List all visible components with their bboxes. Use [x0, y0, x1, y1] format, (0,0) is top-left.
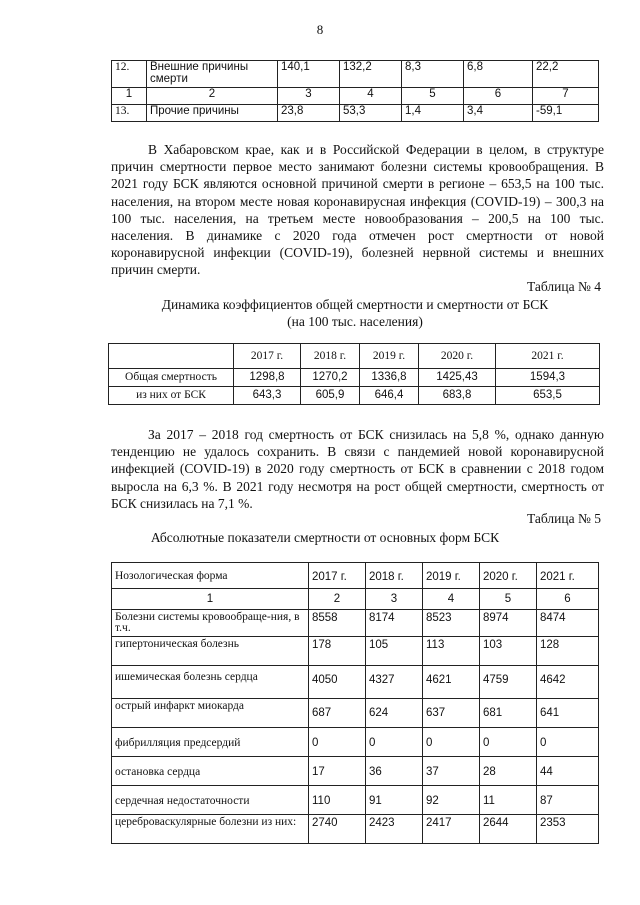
table-cell: 28 — [480, 757, 537, 786]
table-cell: 8523 — [423, 610, 480, 637]
table-cell: 8474 — [537, 610, 599, 637]
table-cell: 8558 — [309, 610, 366, 637]
paragraph-causes-of-death: В Хабаровском крае, как и в Российской Федерации в целом, в структуре причин смертности первое место занимают болезни системы кровообращения. В 2021 году БСК являются основной причиной смерти в регионе – 653,5 на 100 тыс. населения, на втором месте новая коронавирусная инфекция (COVID-19) – 300,3 на 100 тыс. населения, на третьем месте новообразования – 200,5 на 100 тыс. населения. В динамике с 2020 года отмечен рост смертности от новой коронавирусной инфекции (COVID-19), болезней нервной системы и внешних причин смерти. — [111, 142, 604, 278]
table-cell: 1336,8 — [360, 369, 419, 387]
table-cell: 2644 — [480, 815, 537, 844]
table-cell: 1594,3 — [496, 369, 600, 387]
table-cell: 641 — [537, 699, 599, 728]
nosological-form: гипертоническая болезнь — [112, 637, 309, 666]
table-cell: 44 — [537, 757, 599, 786]
table-header-cell: 2021 г. — [496, 344, 600, 369]
table-header-row — [109, 344, 600, 369]
table-cell: 0 — [309, 728, 366, 757]
nosological-form: ишемическая болезнь сердца — [112, 666, 309, 699]
table-numbering-row — [112, 589, 599, 610]
cause-name: Прочие причины — [147, 105, 278, 122]
row-number: 13. — [112, 105, 147, 122]
table-header-cell — [109, 344, 234, 369]
table-cell: 681 — [480, 699, 537, 728]
nosological-form: остановка сердца — [112, 757, 309, 786]
table-cell: 1425,43 — [419, 369, 496, 387]
table-cell: 637 — [423, 699, 480, 728]
table-cell: 1270,2 — [301, 369, 360, 387]
table5-label: Таблица № 5 — [527, 511, 601, 526]
table-cell: 113 — [423, 637, 480, 666]
table-row — [112, 637, 599, 666]
table-cell: 8174 — [366, 610, 423, 637]
table-cell: 605,9 — [301, 387, 360, 405]
table-header-cell: 2020 г. — [419, 344, 496, 369]
table-cell: -59,1 — [533, 105, 599, 122]
table-cell: 8,3 — [402, 61, 464, 88]
table-header-cell: 2017 г. — [309, 563, 366, 589]
nosological-form: острый инфаркт миокарда — [112, 699, 309, 728]
table-cell: 2417 — [423, 815, 480, 844]
table-header-cell: 2018 г. — [301, 344, 360, 369]
table-cell: 103 — [480, 637, 537, 666]
cause-name: Внешние причины смерти — [147, 61, 278, 88]
table-cell: 0 — [480, 728, 537, 757]
table-header-cell: 2020 г. — [480, 563, 537, 589]
table-row — [112, 757, 599, 786]
table-cell: 4759 — [480, 666, 537, 699]
page-number: 8 — [316, 22, 324, 37]
table-cell: 110 — [309, 786, 366, 815]
table-cell: 1298,8 — [234, 369, 301, 387]
table-cell: 683,8 — [419, 387, 496, 405]
table-cell: 17 — [309, 757, 366, 786]
table-cell: 3 — [278, 88, 340, 105]
table-cell: 37 — [423, 757, 480, 786]
table-row — [112, 666, 599, 699]
table-cell: 178 — [309, 637, 366, 666]
table-header-cell: 2019 г. — [360, 344, 419, 369]
table-cell: 2 — [309, 589, 366, 610]
table-cell: 4621 — [423, 666, 480, 699]
table-cell: 8974 — [480, 610, 537, 637]
table-cell: 91 — [366, 786, 423, 815]
table-row — [112, 105, 599, 122]
table-cell: 5 — [402, 88, 464, 105]
table-numbering-row — [112, 88, 599, 105]
table4-caption-line1: Динамика коэффициентов общей смертности и смертности от БСК — [161, 297, 549, 312]
table-cell: 0 — [537, 728, 599, 757]
table-row — [112, 728, 599, 757]
nosological-form: Болезни системы кровообраще-ния, в т.ч. — [112, 610, 309, 637]
table-cell: 4 — [340, 88, 402, 105]
table-row — [112, 815, 599, 844]
table-cell: 22,2 — [533, 61, 599, 88]
table4 — [108, 343, 600, 405]
row-label: Общая смертность — [109, 369, 234, 387]
row-number: 12. — [112, 61, 147, 88]
table-cell: 5 — [480, 589, 537, 610]
table-cell: 6 — [464, 88, 533, 105]
table-cell: 2353 — [537, 815, 599, 844]
table-cell: 11 — [480, 786, 537, 815]
nosological-form: фибрилляция предсердий — [112, 728, 309, 757]
table-cell: 6,8 — [464, 61, 533, 88]
table-cell: 4327 — [366, 666, 423, 699]
table-row — [109, 369, 600, 387]
table-cell: 1,4 — [402, 105, 464, 122]
table-cell: 7 — [533, 88, 599, 105]
table-header-cell: 2018 г. — [366, 563, 423, 589]
table-cell: 128 — [537, 637, 599, 666]
table-cell: 2423 — [366, 815, 423, 844]
table-row — [112, 610, 599, 637]
table-cell: 6 — [537, 589, 599, 610]
table-cell: 4050 — [309, 666, 366, 699]
table-cell: 2740 — [309, 815, 366, 844]
table-cell: 53,3 — [340, 105, 402, 122]
table-cell: 3 — [366, 589, 423, 610]
table-row — [112, 61, 599, 88]
table-header-row — [112, 563, 599, 589]
table-cell: 23,8 — [278, 105, 340, 122]
table-cell: 653,5 — [496, 387, 600, 405]
nosological-form: цереброваскулярные болезни из них: — [112, 815, 309, 844]
table-header-cell: Нозологическая форма — [112, 563, 309, 589]
table-row — [109, 387, 600, 405]
table-cell: 36 — [366, 757, 423, 786]
table-cell: 646,4 — [360, 387, 419, 405]
table-header-cell: 2017 г. — [234, 344, 301, 369]
nosological-form: сердечная недостаточности — [112, 786, 309, 815]
table-cell: 0 — [423, 728, 480, 757]
table4-caption-line2: (на 100 тыс. населения) — [287, 314, 423, 329]
table-cell: 132,2 — [340, 61, 402, 88]
table-header-cell: 2021 г. — [537, 563, 599, 589]
row-label: из них от БСК — [109, 387, 234, 405]
table-cell: 1 — [112, 88, 147, 105]
table4-label: Таблица № 4 — [527, 279, 601, 294]
table-cell: 3,4 — [464, 105, 533, 122]
table-cell: 687 — [309, 699, 366, 728]
table-row — [112, 699, 599, 728]
table-cell: 4642 — [537, 666, 599, 699]
table5 — [111, 562, 599, 844]
table5-caption: Абсолютные показатели смертности от основных форм БСК — [150, 530, 500, 545]
paragraph-bsk-dynamics: За 2017 – 2018 год смертность от БСК снизилась на 5,8 %, однако данную тенденцию не удалось сохранить. В связи с пандемией новой коронавирусной инфекцией (COVID-19) в 2020 году смертность от БСК в сравнении с 2018 годом выросла на 6,3 %. В 2021 году несмотря на рост общей смертности, смертность от БСК снизилась на 7,1 %. — [111, 427, 604, 511]
table-cell: 87 — [537, 786, 599, 815]
table-cell: 624 — [366, 699, 423, 728]
table-cell: 92 — [423, 786, 480, 815]
table-cell: 0 — [366, 728, 423, 757]
table-cell: 1 — [112, 589, 309, 610]
table-cell: 4 — [423, 589, 480, 610]
continued-table — [111, 60, 599, 122]
table-cell: 140,1 — [278, 61, 340, 88]
table-header-cell: 2019 г. — [423, 563, 480, 589]
table-cell: 2 — [147, 88, 278, 105]
table-row — [112, 786, 599, 815]
table-cell: 643,3 — [234, 387, 301, 405]
table-cell: 105 — [366, 637, 423, 666]
